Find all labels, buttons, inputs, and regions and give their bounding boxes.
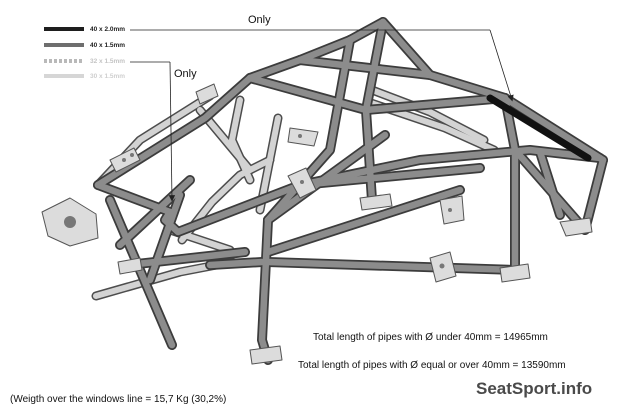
total-over-40: Total length of pipes with Ø equal or over 40mm = 13590mm — [298, 360, 566, 371]
legend-label-32x15: 32 x 1.5mm — [90, 58, 126, 65]
roll-cage — [42, 22, 603, 364]
legend-label-40x15: 40 x 1.5mm — [90, 42, 126, 49]
legend-item-32x15 — [44, 58, 125, 65]
legend — [44, 26, 125, 80]
callout-left-label: Only — [174, 68, 197, 80]
legend-item-30x15 — [44, 73, 125, 80]
legend-item-40x2 — [44, 26, 125, 33]
total-under-40: Total length of pipes with Ø under 40mm = 14965mm — [313, 332, 548, 343]
legend-item-40x15 — [44, 42, 125, 49]
legend-label-30x15: 30 x 1.5mm — [90, 73, 126, 80]
brand-watermark: SeatSport.info — [476, 379, 593, 398]
legend-label-40x2: 40 x 2.0mm — [90, 26, 126, 33]
callout-upper-label: Only — [248, 14, 271, 26]
weight-footnote: (Weigth over the windows line = 15,7 Kg (30,2%) — [10, 394, 227, 405]
